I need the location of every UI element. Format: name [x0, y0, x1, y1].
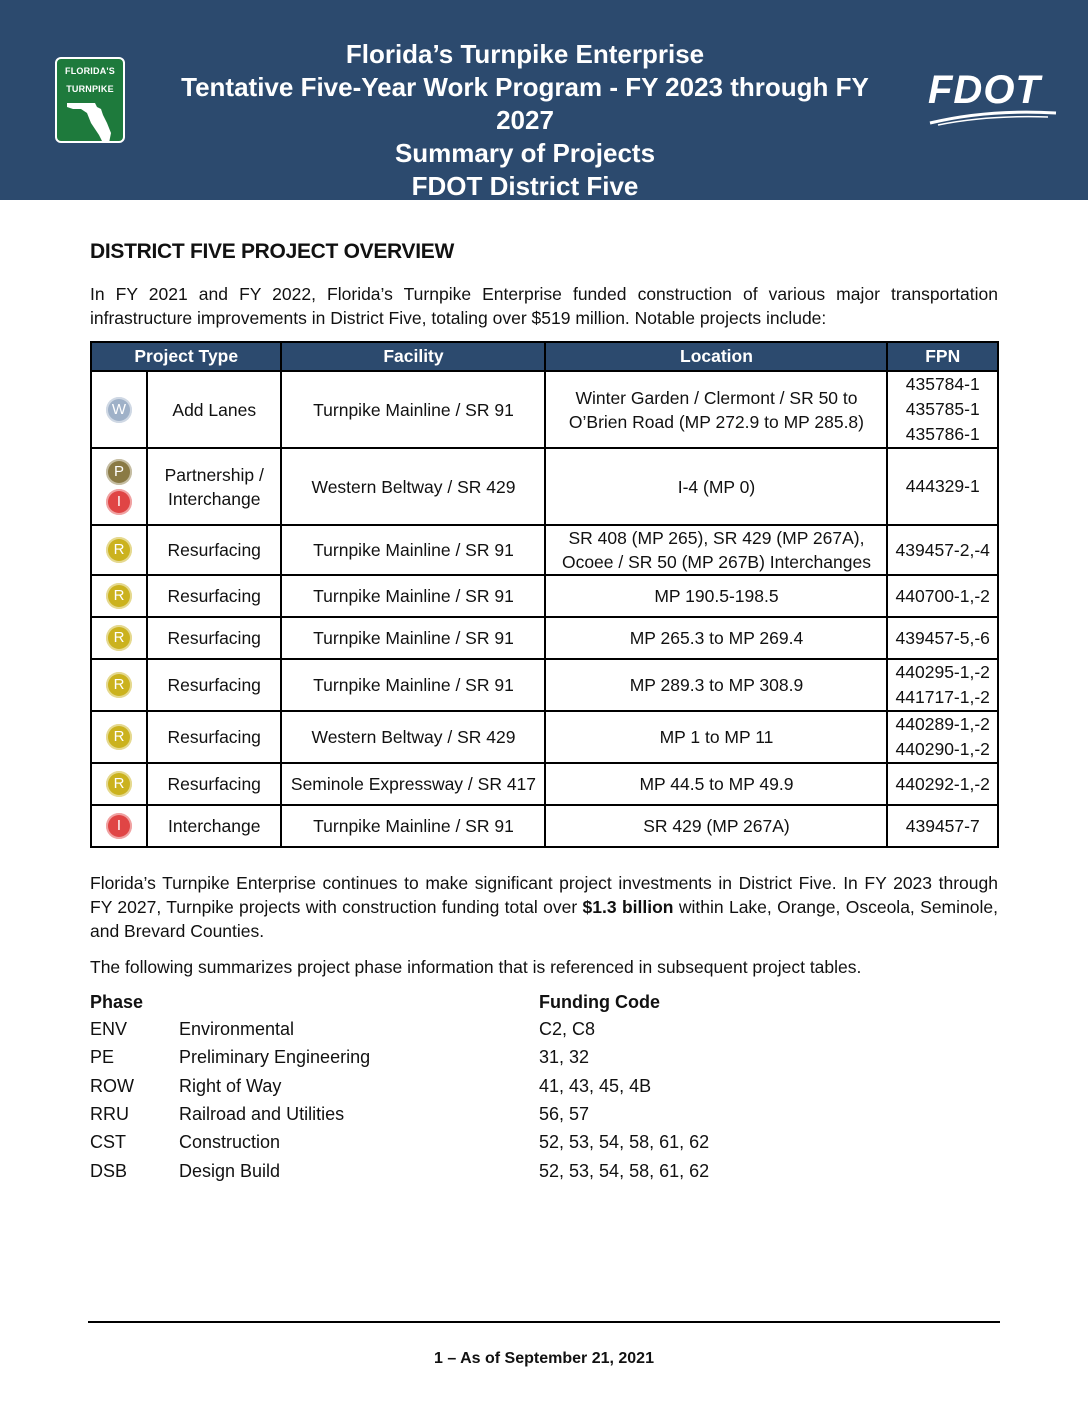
phase-intro: The following summarizes project phase information that is referenced in subsequent project tables. — [90, 957, 862, 977]
header-title-line-1: Florida’s Turnpike Enterprise — [345, 39, 705, 69]
location-cell: SR 429 (MP 267A) — [545, 805, 887, 847]
facility-cell: Turnpike Mainline / SR 91 — [281, 371, 545, 448]
fpn-cell: 439457-7 — [887, 805, 998, 847]
fpn-cell: 440292-1,-2 — [887, 763, 998, 805]
project-type-r-icon: R — [106, 672, 132, 698]
project-type-r-icon: R — [106, 583, 132, 609]
fdot-logo-text: FDOT — [928, 68, 1041, 112]
project-type-cell: Resurfacing — [147, 525, 281, 575]
location-cell: SR 408 (MP 265), SR 429 (MP 267A), Ocoee / SR 50 (MP 267B) Interchanges — [545, 525, 887, 575]
investment-amount: $1.3 billion — [582, 897, 674, 917]
fpn-cell: 435784-1 435785-1 435786-1 — [887, 371, 998, 448]
investment-text-before: Florida’s Turnpike Enterprise continues to make significant project investments in District Five. In FY 2023 through FY 2027, Turnpike projects with construction funding total over — [90, 873, 998, 917]
fpn-cell: 440700-1,-2 — [887, 575, 998, 617]
table-row — [91, 575, 998, 617]
phase-name: Design Build — [179, 1160, 281, 1181]
phase-code: ROW — [90, 1075, 134, 1096]
turnpike-logo-line-1: FLORIDA'S — [65, 66, 115, 76]
location-cell: I-4 (MP 0) — [545, 448, 887, 525]
project-type-icon-cell — [91, 617, 147, 659]
facility-cell: Turnpike Mainline / SR 91 — [281, 617, 545, 659]
project-type-icon-cell — [91, 805, 147, 847]
phase-code: RRU — [90, 1103, 129, 1124]
location-cell: MP 289.3 to MP 308.9 — [545, 659, 887, 711]
phase-funding-code: 41, 43, 45, 4B — [539, 1075, 652, 1096]
table-row — [91, 711, 998, 763]
fpn-cell: 440295-1,-2 441717-1,-2 — [887, 659, 998, 711]
phase-name: Railroad and Utilities — [179, 1103, 345, 1124]
project-type-p-icon: P — [106, 459, 132, 485]
project-type-cell: Resurfacing — [147, 763, 281, 805]
project-type-cell: Resurfacing — [147, 617, 281, 659]
header-location: Location — [545, 342, 887, 371]
location-cell: MP 190.5-198.5 — [545, 575, 887, 617]
project-type-icon-cell — [91, 371, 147, 448]
project-type-cell: Partnership / Interchange — [147, 448, 281, 525]
table-row — [91, 371, 998, 448]
investment-text-after: within Lake, Orange, Osceola, Seminole, and Brevard Counties. — [90, 897, 998, 941]
phase-funding-code: 56, 57 — [539, 1103, 590, 1124]
table-row — [91, 763, 998, 805]
location-cell: MP 265.3 to MP 269.4 — [545, 617, 887, 659]
phase-funding-code: 52, 53, 54, 58, 61, 62 — [539, 1160, 710, 1181]
phase-code: CST — [90, 1132, 126, 1153]
project-type-i-icon: I — [106, 489, 132, 515]
project-type-i-icon: I — [106, 813, 132, 839]
facility-cell: Turnpike Mainline / SR 91 — [281, 805, 545, 847]
facility-cell: Turnpike Mainline / SR 91 — [281, 525, 545, 575]
header-facility: Facility — [281, 342, 545, 371]
project-type-icon-cell — [91, 525, 147, 575]
facility-cell: Western Beltway / SR 429 — [281, 448, 545, 525]
facility-cell: Seminole Expressway / SR 417 — [281, 763, 545, 805]
project-type-cell: Resurfacing — [147, 711, 281, 763]
florida-turnpike-logo — [55, 57, 125, 143]
project-type-cell: Interchange — [147, 805, 281, 847]
fpn-cell: 444329-1 — [887, 448, 998, 525]
project-type-cell: Add Lanes — [147, 371, 281, 448]
header-banner — [0, 0, 1088, 200]
florida-map-icon — [65, 99, 115, 147]
header-title-line-4: FDOT District Five — [411, 171, 639, 201]
project-type-r-icon: R — [106, 625, 132, 651]
project-type-icon-cell — [91, 711, 147, 763]
phase-funding-code: 31, 32 — [539, 1047, 590, 1068]
page-footer: 1 – As of September 21, 2021 — [434, 1350, 654, 1367]
project-type-icon-cell — [91, 659, 147, 711]
funding-code-column-header: Funding Code — [539, 992, 660, 1012]
investment-paragraph — [90, 871, 998, 943]
phase-code: DSB — [90, 1160, 128, 1181]
facility-cell: Turnpike Mainline / SR 91 — [281, 659, 545, 711]
intro-paragraph: In FY 2021 and FY 2022, Florida’s Turnpike Enterprise funded construction of various major transportation infrastructure improvements in District Five, totaling over $519 million. Notable projects include: — [90, 284, 998, 328]
project-type-icon-cell — [91, 448, 147, 525]
table-row — [91, 617, 998, 659]
project-type-cell: Resurfacing — [147, 575, 281, 617]
phase-name: Right of Way — [179, 1075, 282, 1096]
fpn-cell: 440289-1,-2 440290-1,-2 — [887, 711, 998, 763]
table-row — [91, 448, 998, 525]
project-type-icon-cell — [91, 575, 147, 617]
project-type-icon-cell — [91, 763, 147, 805]
table-header-row — [91, 342, 998, 371]
header-fpn: FPN — [887, 342, 998, 371]
project-type-r-icon: R — [106, 537, 132, 563]
location-cell: Winter Garden / Clermont / SR 50 to O’Brien Road (MP 272.9 to MP 285.8) — [545, 371, 887, 448]
facility-cell: Western Beltway / SR 429 — [281, 711, 545, 763]
phase-name: Construction — [179, 1132, 281, 1153]
section-title: DISTRICT FIVE PROJECT OVERVIEW — [90, 240, 454, 263]
phase-funding-code: C2, C8 — [539, 1019, 596, 1039]
phase-code: PE — [90, 1047, 115, 1068]
table-row — [91, 659, 998, 711]
phase-code: ENV — [90, 1019, 128, 1039]
project-type-cell: Resurfacing — [147, 659, 281, 711]
table-row — [91, 525, 998, 575]
phase-funding-code: 52, 53, 54, 58, 61, 62 — [539, 1132, 710, 1153]
project-type-r-icon: R — [106, 724, 132, 750]
location-cell: MP 1 to MP 11 — [545, 711, 887, 763]
footer-divider — [88, 1321, 1000, 1323]
turnpike-logo-line-2: TURNPIKE — [66, 84, 114, 94]
header-titles — [150, 38, 900, 203]
fpn-cell: 439457-2,-4 — [887, 525, 998, 575]
fpn-cell: 439457-5,-6 — [887, 617, 998, 659]
table-row — [91, 805, 998, 847]
phase-name: Environmental — [179, 1019, 295, 1039]
projects-table — [90, 341, 999, 848]
location-cell: MP 44.5 to MP 49.9 — [545, 763, 887, 805]
fdot-logo — [928, 68, 1068, 128]
header-project-type: Project Type — [91, 342, 281, 371]
facility-cell: Turnpike Mainline / SR 91 — [281, 575, 545, 617]
header-title-line-2: Tentative Five-Year Work Program - FY 2023 through FY 2027 — [181, 72, 869, 135]
phase-name: Preliminary Engineering — [179, 1047, 371, 1068]
header-title-line-3: Summary of Projects — [394, 138, 656, 168]
phase-column-header: Phase — [90, 992, 144, 1012]
project-type-r-icon: R — [106, 771, 132, 797]
project-type-w-icon: W — [106, 397, 132, 423]
